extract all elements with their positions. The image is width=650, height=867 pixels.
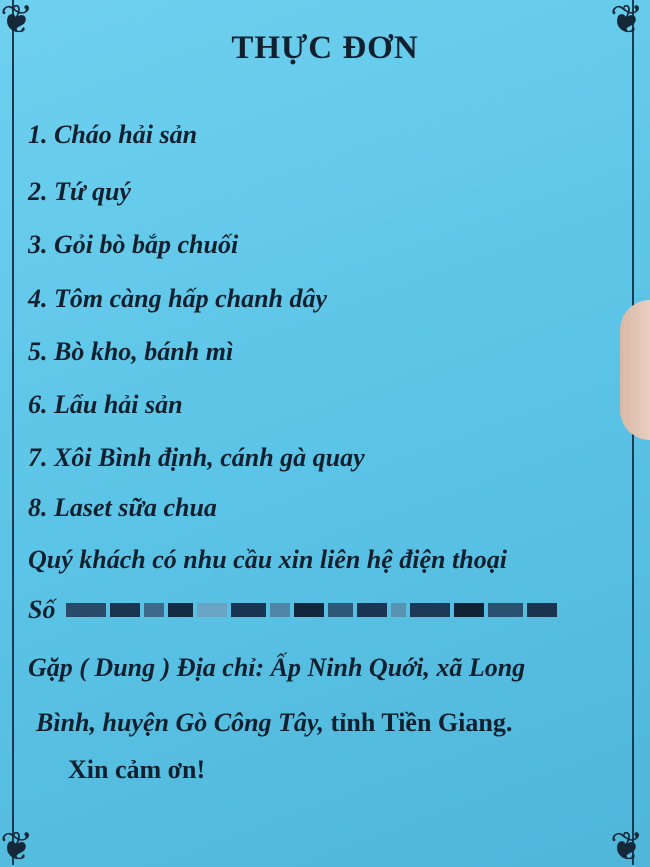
menu-item: 5. Bò kho, bánh mì bbox=[28, 337, 234, 366]
address-line: Gặp ( Dung ) Địa chỉ: Ấp Ninh Quới, xã Long bbox=[28, 653, 526, 682]
address-line bbox=[36, 708, 512, 738]
corner-ornament-icon: ❦ bbox=[610, 0, 644, 40]
corner-ornament-icon: ❦ bbox=[610, 827, 644, 867]
menu-item: 6. Lẩu hải sản bbox=[28, 390, 183, 419]
corner-ornament-icon: ❦ bbox=[0, 827, 34, 867]
finger bbox=[620, 300, 650, 440]
menu-item: 4. Tôm càng hấp chanh dây bbox=[28, 284, 328, 313]
menu-item: 7. Xôi Bình định, cánh gà quay bbox=[28, 443, 365, 472]
address-district: Bình, huyện Gò Công Tây, bbox=[36, 708, 324, 737]
phone-label: Số bbox=[28, 595, 56, 624]
menu-item: 3. Gỏi bò bắp chuối bbox=[28, 230, 239, 259]
page-title: THỰC ĐƠN bbox=[231, 30, 419, 66]
corner-ornament-icon: ❦ bbox=[0, 0, 34, 40]
menu-item: 2. Tứ quý bbox=[28, 177, 131, 206]
address-province: tỉnh Tiền Giang. bbox=[323, 708, 513, 737]
thanks-text: Xin cảm ơn! bbox=[68, 755, 206, 784]
contact-line: Quý khách có nhu cầu xin liên hệ điện thoại bbox=[28, 545, 507, 574]
redacted-phone-number bbox=[66, 597, 596, 623]
menu-item: 1. Cháo hải sản bbox=[28, 120, 198, 149]
menu-item: 8. Laset sữa chua bbox=[28, 493, 217, 522]
